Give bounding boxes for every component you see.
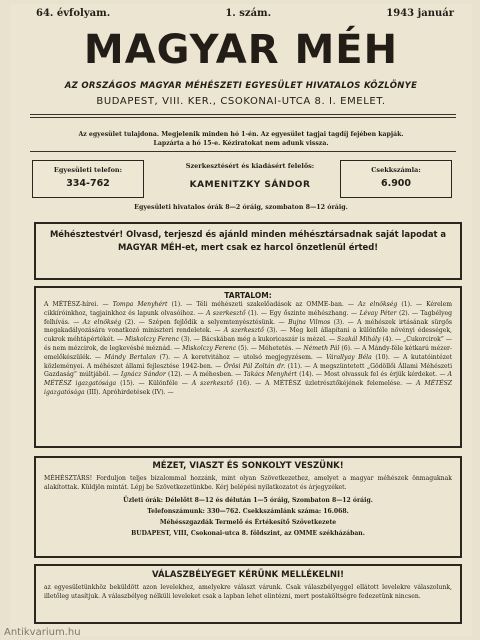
office-hours: Egyesületi hivatalos órák 8—2 óráig, szombaton 8—12 óráig. (134, 204, 348, 211)
issue-date: 1943 január (386, 8, 454, 19)
toc-author: Takács Menyhért (243, 371, 297, 379)
masthead-title: MAGYAR MÉH (83, 27, 399, 73)
toc-entry: (1). — Kérelem cikkíróinkhoz, tagjainkhoz és lapunk olvasóihoz. — (44, 301, 453, 317)
divider (30, 114, 456, 115)
newspaper-page (10, 4, 472, 636)
toc-entry: (2). — Tagbélyeg felhívás. — (44, 309, 453, 326)
toc-author: Tompa Menyhért (112, 301, 168, 308)
toc-author: Lévay Péter (359, 309, 397, 317)
phone-value: 334-762 (66, 178, 110, 189)
toc-title: TARTALOM: (224, 291, 272, 300)
toc-entry: (11). — A megszüntetett „Gödöllői Állami Méhészeti Gazdaság” múltjából. — (44, 362, 453, 379)
toc-author: Miskolczy Ferenc (182, 344, 237, 352)
editor-label: Szerkesztésért és kiadásért felelős: (185, 162, 315, 170)
deadline-notice: Lapzárta a hó 15-e. Kéziratokat nem adunk vissza. (153, 140, 329, 147)
toc-author: A MÉTÉSZ igazgatósága (44, 380, 453, 396)
toc-entry: (14). — Most olvassuk fel és érjük kérdeket. — (299, 371, 446, 379)
masthead-address: BUDAPEST, VIII. KER., CSOKONAI-UTCA 8. I. EMELET. (96, 96, 386, 107)
toc-author: A MÉTÉSZ igazgatósága (44, 371, 453, 388)
toc-entry: (7). — A keretvitához — utolsó megjegyzésem. — (159, 353, 323, 361)
reply-stamp-text: az egyesületünkhöz beküldött azon levelekhez, amelyekre választ várunk. Csak válaszbélyeggel ellátott levelekre válaszolunk, illetőleg utasítjuk. A válaszbélyeg nélküli leveleket csak a lapban lehet elintézni, mert postaköltségre fedezetünk nincsen. (44, 584, 452, 600)
reply-stamp-title: VÁLASZBÉLYEGET KÉRÜNK MELLÉKELNI! (151, 570, 345, 580)
toc-entry: (10). — A kutatóintézet közleményei. A méhészet állami fejlesztése 1942-ben. — (44, 353, 453, 370)
divider (30, 151, 456, 152)
honey-ad-text: MÉHÉSZTÁRS! Forduljon teljes bizalommal hozzánk, mint olyan Szövetkezethez, amelyet a magyar méhészek önmaguknak alakítottak. Küldjön mintát. Lépj be Szövetkezetünkbe. Kérj belépési nyilatkozatot és árjegyzéket. (44, 475, 452, 491)
toc-entry: (6). — A Mándy-féle kétkarú mézer-emelőkészülék. — (44, 344, 453, 361)
toc-author: Mándy Bertalan (104, 353, 156, 361)
toc-entry: (III). Apróhirdetések (IV). — (86, 388, 174, 396)
toc-entry: (5). — Méhetetés. — (238, 344, 302, 352)
toc-entry: (1). — Egy őszinte méhészhang. — (247, 309, 358, 317)
honey-ad-box (34, 456, 462, 558)
toc-author: A szerkesztő (191, 380, 233, 388)
toc-author: Bujna Vilmos (288, 318, 331, 326)
masthead-subtitle: AZ ORSZÁGOS MAGYAR MÉHÉSZETI EGYESÜLET HIVATALOS KÖZLÖNYE (64, 81, 418, 91)
volume-number: 64. évfolyam. (36, 8, 111, 19)
toc-entry: (12). — A méhesben. — (167, 371, 242, 379)
check-label: Csekkszámla: (371, 166, 421, 174)
honey-ad-hours: Üzleti órák: Délelőtt 8—12 és délután 1—5 óráig, Szombaton 8—12 óráig. (123, 497, 373, 505)
header-line (36, 8, 454, 19)
toc-author: Ignácz Sándor (120, 371, 166, 379)
reply-stamp-box (34, 564, 462, 624)
honey-ad-title: MÉZET, VIASZT ÉS SONKOLYT VESZÜNK! (152, 461, 344, 471)
toc-author: A szerkesztő (223, 327, 264, 335)
toc-entry: A MÉTÉSZ-hírei. — (44, 301, 109, 308)
editor-name: KAMENITZKY SÁNDOR (189, 180, 311, 190)
check-value: 6.900 (380, 178, 412, 189)
toc-author: Örösi Pál Zoltán dr. (223, 362, 286, 370)
toc-author: Miskolczy Ferenc (124, 336, 180, 344)
toc-entry: (3). — A méhészek irtásának sürgős megakadályozására vonatkozó miniszteri rendeletek. — (44, 318, 453, 335)
toc-entry: (3). — Meg kell állapítani a különféle növényi édességek, cukrok méhtápértékét. — (44, 327, 452, 344)
toc-entry: (4). — „Cukorcirok” — és nem mézcirok, de legkevésbé méznád. — (44, 336, 453, 352)
honey-ad-phone: Telefonszámunk: 330—762. Csekkszámlánk száma: 16.068. (147, 508, 349, 516)
toc-entry: (16). — A MÉTÉSZ üzletrésztőkéjének felemelése. — (236, 380, 413, 388)
toc-author: Szakál Mihály (337, 336, 381, 344)
toc-author: Várallyay Béla (326, 353, 372, 361)
check-box (340, 160, 452, 198)
toc-entry: (2). — Szépen fejlődik a selyemtenyésztésünk. — (124, 318, 285, 326)
divider (30, 117, 456, 118)
toc-author: Az elnökség (358, 301, 398, 308)
table-of-contents (34, 286, 462, 448)
honey-ad-address: BUDAPEST, VIII, Csokonai-utca 8. földszint, az OMME székházában. (131, 530, 365, 538)
toc-body (44, 301, 452, 398)
toc-entry: (15). — Különféle — (120, 380, 188, 388)
publication-notice: Az egyesület tulajdona. Megjelenik minden hó 1-én. Az egyesület tagjai tagdíj fejében kapják. (78, 131, 404, 138)
toc-author: Németh Pál (303, 344, 340, 352)
phone-label: Egyesületi telefon: (53, 166, 123, 174)
phone-box (32, 160, 144, 198)
toc-entry: (3). — Bácskában még a kukoricaszár is mézel. — (181, 336, 336, 344)
toc-author: A szerkesztő (206, 309, 246, 317)
issue-number: 1. szám. (225, 8, 272, 19)
toc-entry: (1). — Téli méhészeti szakelőadások az OMME-ban. — (171, 301, 355, 308)
watermark: Antikvarium.hu (4, 627, 81, 638)
appeal-box (34, 222, 462, 280)
appeal-text: Méhésztestvér! Olvasd, terjeszd és ajánld minden méhésztársadnak saját lapodat a MAGYAR MÉH-et, mert csak ez harcol önzetlenül érted! (49, 229, 447, 252)
honey-ad-coop: Méhésszgazdák Termelő és Értékesítő Szövetkezete (159, 519, 337, 527)
toc-author: Az elnökség (82, 318, 122, 326)
